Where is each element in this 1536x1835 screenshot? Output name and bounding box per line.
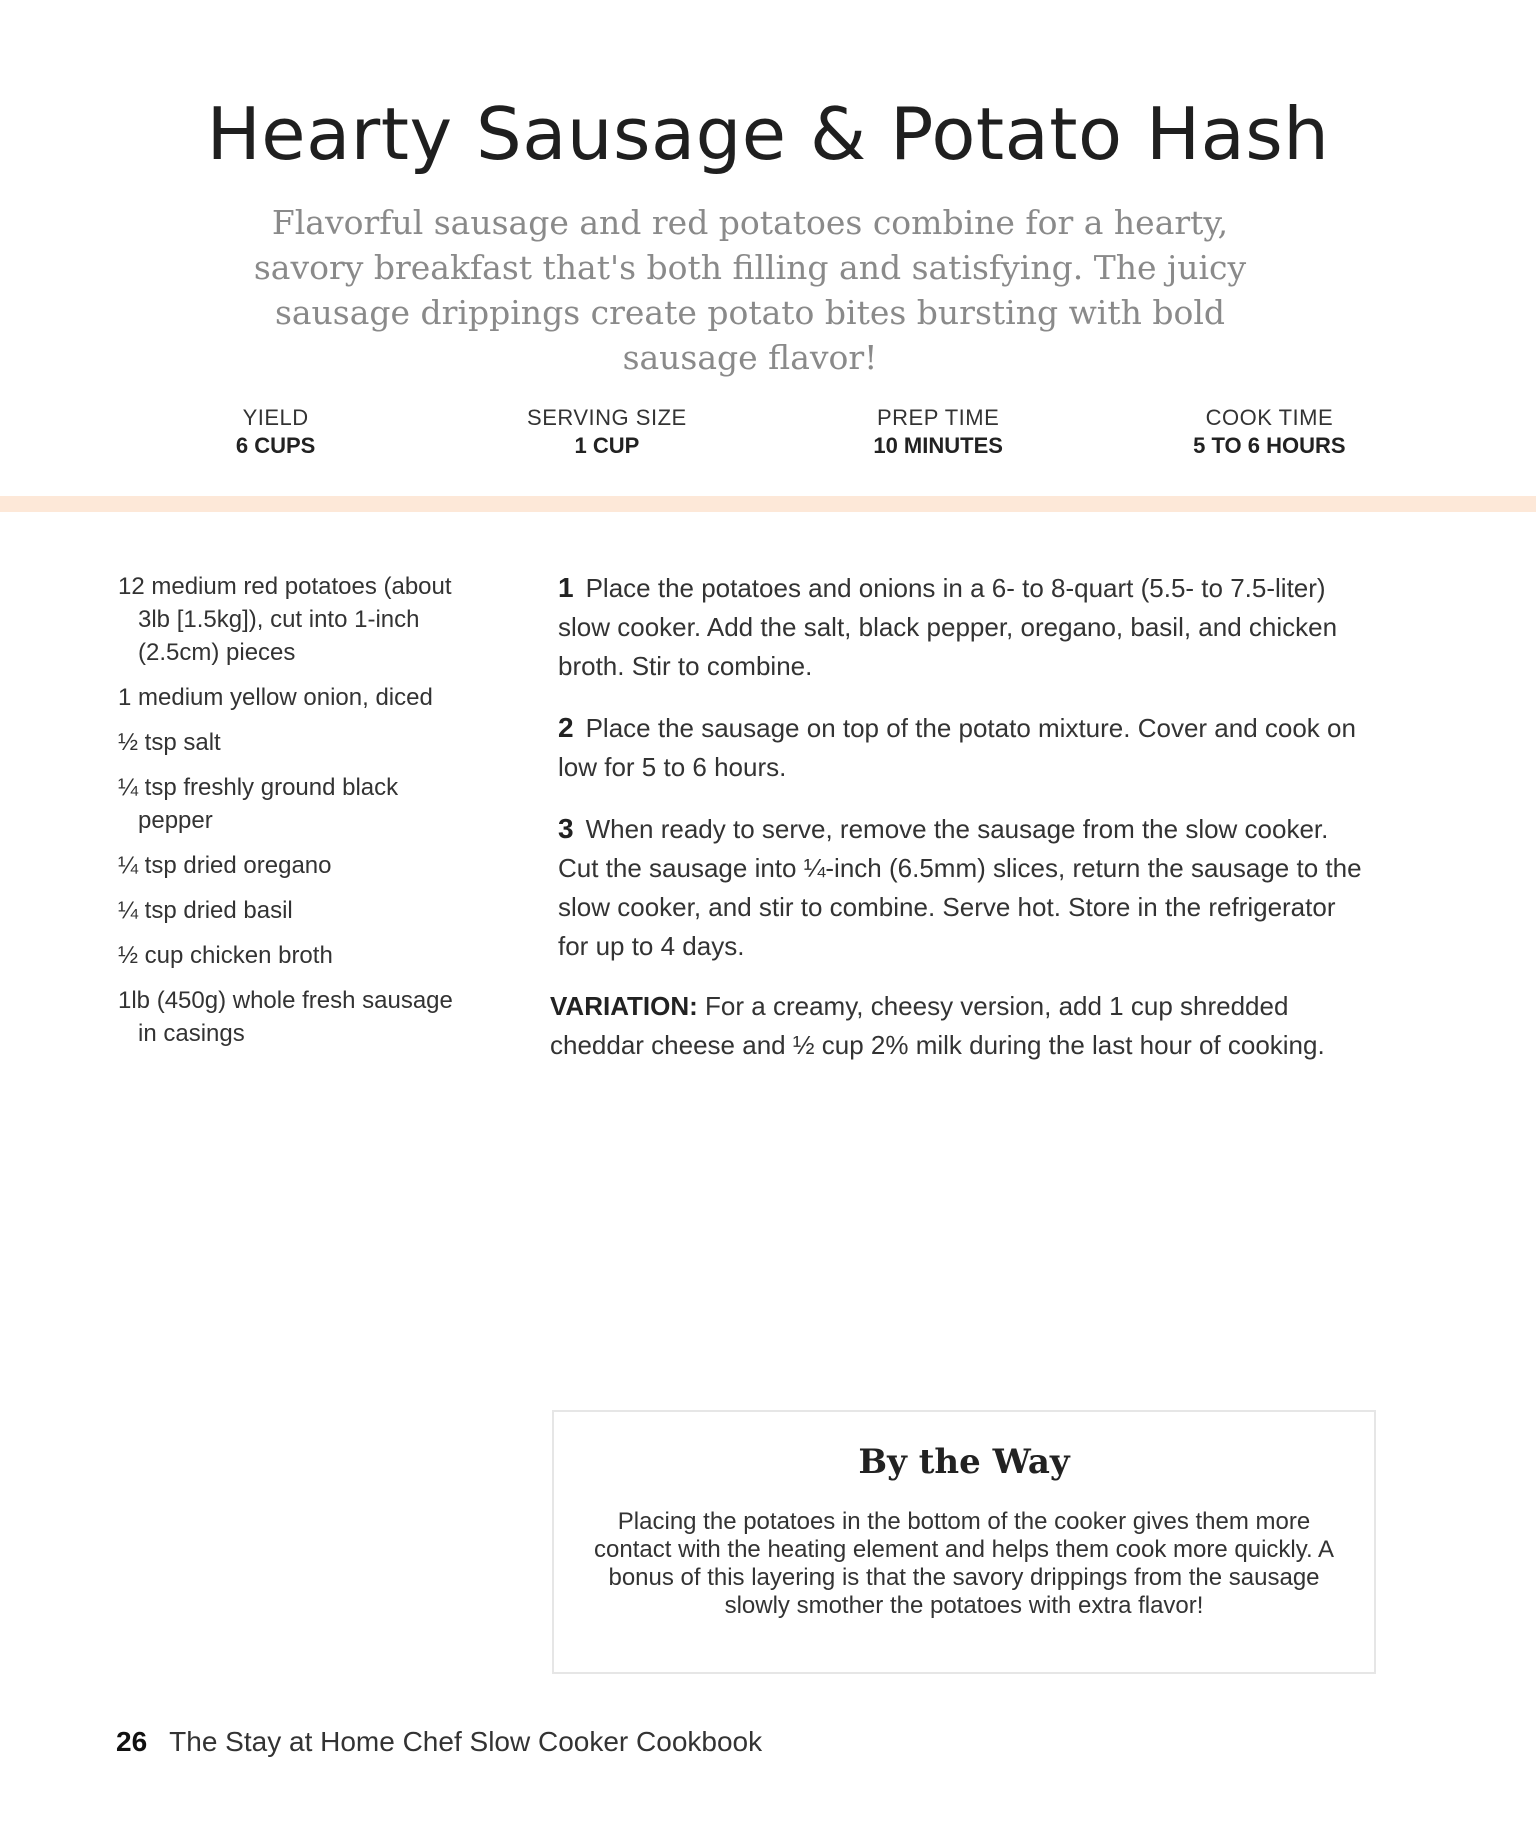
variation-text: For a creamy, cheesy version, add 1 cup shredded cheddar cheese and ½ cup 2% milk during the last hour of cooking. — [550, 991, 1325, 1060]
stat-label: PREP TIME — [876, 405, 1000, 430]
stat-label: SERVING SIZE — [527, 405, 687, 430]
step-number: 3 — [558, 813, 574, 844]
accent-divider — [0, 496, 1536, 512]
ingredient-item: 1 medium yellow onion, diced — [118, 684, 433, 711]
ingredient-item: 12 medium red potatoes (about 3lb [1.5kg]), cut into 1-inch (2.5cm) pieces — [118, 573, 452, 666]
tip-text: Placing the potatoes in the bottom of the cooker gives them more contact with the heating element and helps them cook more quickly. A bonus of this layering is that the savory drippings from the sausage slowly smother the potatoes with extra flavor! — [594, 1508, 1334, 1619]
variation-note — [550, 987, 1370, 1065]
step-number: 2 — [558, 712, 574, 743]
stat-label: COOK TIME — [1205, 405, 1334, 430]
ingredient-item: ½ cup chicken broth — [118, 942, 333, 969]
stat-label: YIELD — [242, 405, 309, 430]
page-number: 26 — [116, 1726, 148, 1757]
step-text: When ready to serve, remove the sausage from the slow cooker. Cut the sausage into ¼-inch (6.5mm) slices, return the sausage to the slow cooker, and stir to combine. Serve hot. Store in the refrigerator for up to 4 days. — [558, 814, 1362, 961]
ingredient-list — [118, 570, 468, 1062]
step-2 — [558, 708, 1368, 787]
recipe-description: Flavorful sausage and red potatoes combine for a hearty, savory breakfast that's both filling and satisfying. The juicy sausage drippings create potato bites bursting with bold sausage flavor! — [253, 203, 1247, 377]
ingredient-item: ¼ tsp dried oregano — [118, 852, 332, 879]
stat-value: 5 TO 6 HOURS — [1193, 433, 1346, 458]
stat-yield — [110, 405, 441, 459]
tip-title: By the Way — [858, 1442, 1070, 1482]
step-1 — [558, 568, 1368, 686]
stat-value: 6 CUPS — [235, 433, 316, 458]
step-3 — [558, 809, 1368, 966]
stat-serving-size — [441, 405, 772, 459]
ingredient-item: ½ tsp salt — [118, 729, 221, 756]
step-number: 1 — [558, 572, 574, 603]
recipe-title: Hearty Sausage & Potato Hash — [206, 92, 1330, 176]
tip-box — [552, 1410, 1376, 1674]
step-text: Place the sausage on top of the potato mixture. Cover and cook on low for 5 to 6 hours. — [558, 713, 1356, 782]
instruction-steps — [558, 568, 1368, 988]
variation-label: VARIATION: — [550, 991, 698, 1021]
ingredient-item: 1lb (450g) whole fresh sausage in casings — [118, 987, 453, 1047]
stat-value: 1 CUP — [574, 433, 640, 458]
recipe-stats — [110, 405, 1435, 459]
stat-value: 10 MINUTES — [873, 433, 1003, 458]
ingredient-item: ¼ tsp dried basil — [118, 897, 293, 924]
book-title: The Stay at Home Chef Slow Cooker Cookbook — [169, 1726, 763, 1757]
step-text: Place the potatoes and onions in a 6- to 8-quart (5.5- to 7.5-liter) slow cooker. Add the salt, black pepper, oregano, basil, and chicken broth. Stir to combine. — [558, 573, 1338, 681]
page-footer — [116, 1726, 762, 1758]
ingredient-item: ¼ tsp freshly ground black pepper — [118, 774, 399, 834]
stat-cook-time — [1104, 405, 1435, 459]
stat-prep-time — [773, 405, 1104, 459]
